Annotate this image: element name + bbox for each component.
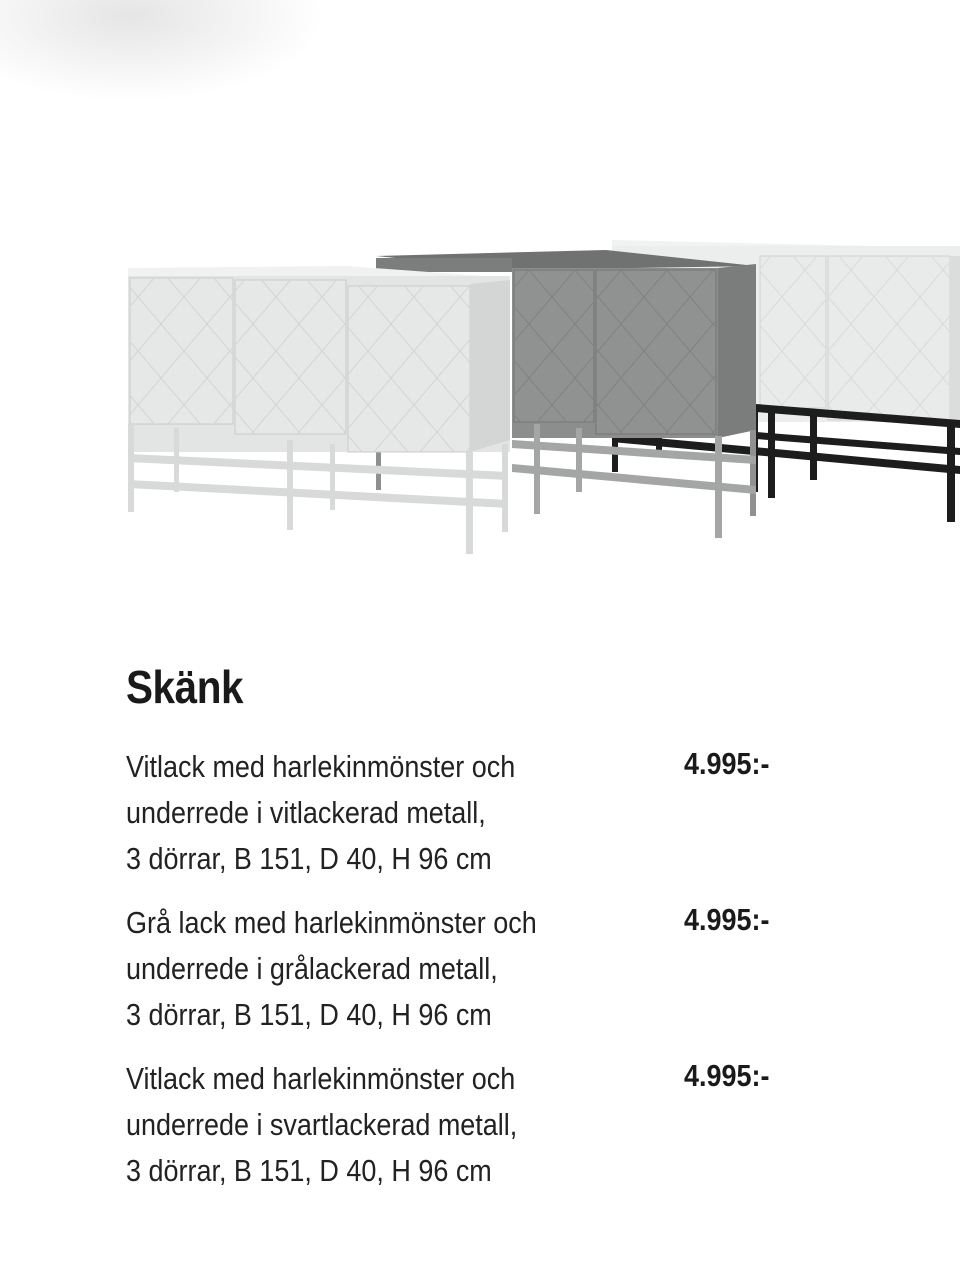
- variant-description-line: 3 dörrar, B 151, D 40, H 96 cm: [126, 841, 492, 876]
- variant-description: [126, 900, 683, 1038]
- variant-description-line: underrede i svartlackerad metall,: [126, 1107, 518, 1142]
- variant-list: [126, 744, 886, 1212]
- variant-price: 4.995:-: [684, 746, 770, 781]
- variant-item: [126, 744, 886, 900]
- variant-description-line: underrede i vitlackerad metall,: [126, 795, 486, 830]
- sideboard-white: [128, 266, 510, 554]
- sideboard-product-image: [0, 230, 960, 560]
- variant-price: 4.995:-: [684, 902, 770, 937]
- variant-description-line: Grå lack med harlekinmönster och: [126, 905, 537, 940]
- variant-description-line: Vitlack med harlekinmönster och: [126, 1061, 516, 1096]
- variant-description-line: Vitlack med harlekinmönster och: [126, 749, 516, 784]
- variant-description-line: 3 dörrar, B 151, D 40, H 96 cm: [126, 997, 492, 1032]
- variant-description-line: 3 dörrar, B 151, D 40, H 96 cm: [126, 1153, 492, 1188]
- corner-shadow: [0, 0, 320, 100]
- page-title: Skänk: [126, 661, 244, 713]
- variant-description: [126, 1056, 683, 1194]
- variant-description: [126, 744, 683, 882]
- variant-item: [126, 900, 886, 1056]
- variant-price: 4.995:-: [684, 1058, 770, 1093]
- variant-item: [126, 1056, 886, 1212]
- variant-description-line: underrede i grålackerad metall,: [126, 951, 498, 986]
